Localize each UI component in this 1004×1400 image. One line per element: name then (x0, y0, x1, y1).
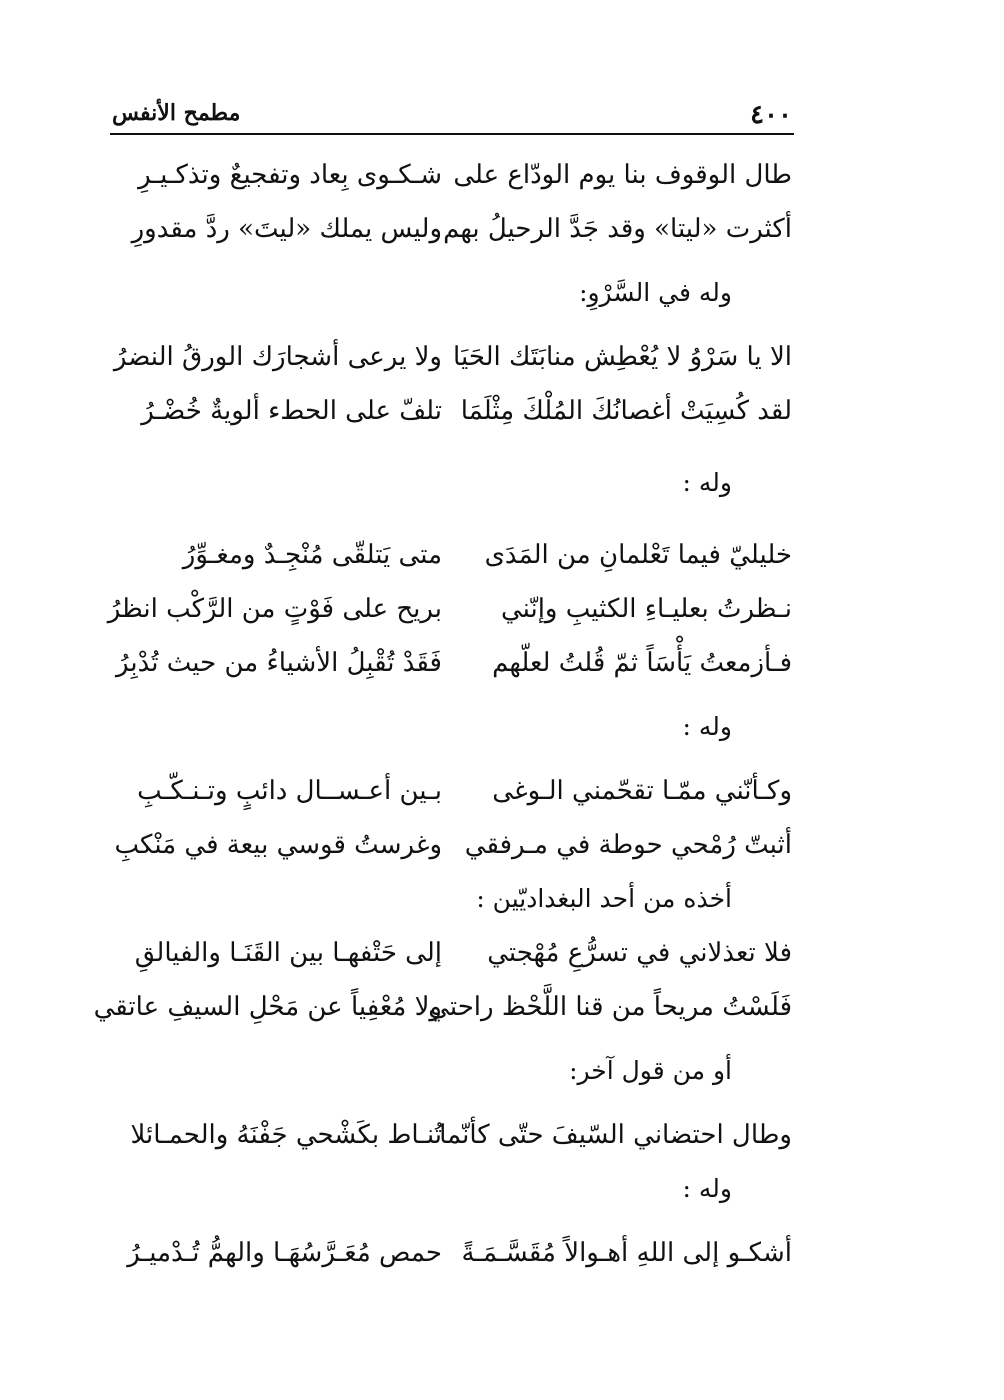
poem-section (107, 456, 792, 690)
poem-section (114, 700, 792, 872)
section-intro: وله : (682, 1174, 732, 1203)
verse-line (93, 980, 792, 1034)
header-rule (110, 133, 794, 135)
section-intro: وله : (682, 712, 732, 741)
verse-second-hemistich: شـكـوى بِعاد وتفجيعٌ وتذكـيـرِ (138, 160, 442, 190)
verse-first-hemistich: أشكـو إلى اللهِ أهـوالاً مُقَسَّـمَـةً (461, 1238, 792, 1268)
verse-second-hemistich: فَقَدْ تُقْبِلُ الأشياءُ من حيث تُدْبِرُ (116, 648, 442, 678)
verse-first-hemistich: وطال احتضاني السّيفَ حتّى كأنّما (439, 1120, 792, 1150)
verse-second-hemistich: ولا مُعْفِياً عن مَحْلِ السيفِ عاتقي (93, 992, 442, 1022)
section-intro: وله في السَّرْوِ: (579, 278, 732, 307)
verse-first-hemistich: نـظرتُ بعليـاءِ الكثيبِ وإنّني (500, 594, 792, 624)
page-header (112, 96, 792, 136)
verse-second-hemistich: إلى حَتْفهـا بين القَنَـا والفيالقِ (134, 938, 442, 968)
verse-second-hemistich: حمص مُعَـرَّسُهَـا والهمُّ تُـدْميـرُ (127, 1238, 442, 1268)
verse-line (120, 528, 792, 582)
verse-line (120, 384, 792, 438)
verse-first-hemistich: لقد كُسِيَتْ أغصانُكَ المُلْكَ مِثْلَمَا (460, 396, 792, 426)
verse-first-hemistich: فـأزمعتُ يَأْسَاً ثمّ قُلتُ لعلّهم (492, 648, 792, 678)
verse-second-hemistich: بـين أعـســال دائبٍ وتـنـكّـبِ (137, 776, 442, 806)
poem-content (93, 148, 792, 1280)
verse-second-hemistich: تُنـاط بكَشْحي جَفْنَهُ والحمـائلا (130, 1120, 442, 1150)
verse-first-hemistich: أكثرت «ليتا» وقد جَدَّ الرحيلُ بهم (443, 214, 792, 244)
section-intro: أخذه من أحد البغداديّين : (476, 884, 732, 913)
verse-line (120, 148, 792, 202)
verse-first-hemistich: أثبتّ رُمْحي حوطة في مـرفقي (464, 830, 792, 860)
verse-line (114, 818, 792, 872)
page-number: ٤٠٠ (750, 100, 792, 130)
verse-line (116, 636, 792, 690)
verse-second-hemistich: تلفّ على الحطء ألويةٌ خُضْـرُ (141, 396, 442, 426)
verse-second-hemistich: وليس يملك «ليتَ» ردَّ مقدورِ (131, 214, 442, 244)
verse-second-hemistich: متى يَتلقّى مُنْجِـدٌ ومغـوِّرُ (182, 540, 442, 570)
verse-line (120, 1108, 792, 1162)
verse-first-hemistich: فَلَسْتُ مريحاً من قنا اللَّحْظ راحتي (428, 992, 792, 1022)
poem-section (120, 148, 792, 256)
poem-section (113, 266, 792, 438)
section-intro: أو من قول آخر: (569, 1056, 732, 1085)
verse-second-hemistich: بريح على فَوْتٍ من الرَّكْب انظرُ (107, 594, 442, 624)
verse-second-hemistich: ولا يرعى أشجارَك الورقُ النضرُ (113, 342, 442, 372)
verse-line (107, 582, 792, 636)
verse-line (120, 764, 792, 818)
verse-first-hemistich: وكـأنّني ممّـا تقحّمني الـوغى (492, 776, 792, 806)
verse-line (120, 1226, 792, 1280)
poem-section (120, 1162, 792, 1280)
verse-first-hemistich: طال الوقوف بنا يوم الودّاع على (453, 160, 792, 190)
poem-section (120, 1044, 792, 1162)
verse-first-hemistich: خليليّ فيما تَعْلمانِ من المَدَى (484, 540, 792, 570)
verse-first-hemistich: الا يا سَرْوُ لا يُعْطِش منابَتَك الحَيَا (453, 342, 792, 372)
verse-line (113, 330, 792, 384)
verse-second-hemistich: وغرستُ قوسي بيعة في مَنْكبِ (114, 830, 442, 860)
section-intro: وله : (682, 468, 732, 497)
verse-line (120, 202, 792, 256)
running-title: مطمح الأنفس (112, 100, 241, 126)
verse-first-hemistich: فلا تعذلاني في تسرُّعِ مُهْجتي (487, 938, 792, 968)
verse-line (120, 926, 792, 980)
poem-section (93, 872, 792, 1034)
